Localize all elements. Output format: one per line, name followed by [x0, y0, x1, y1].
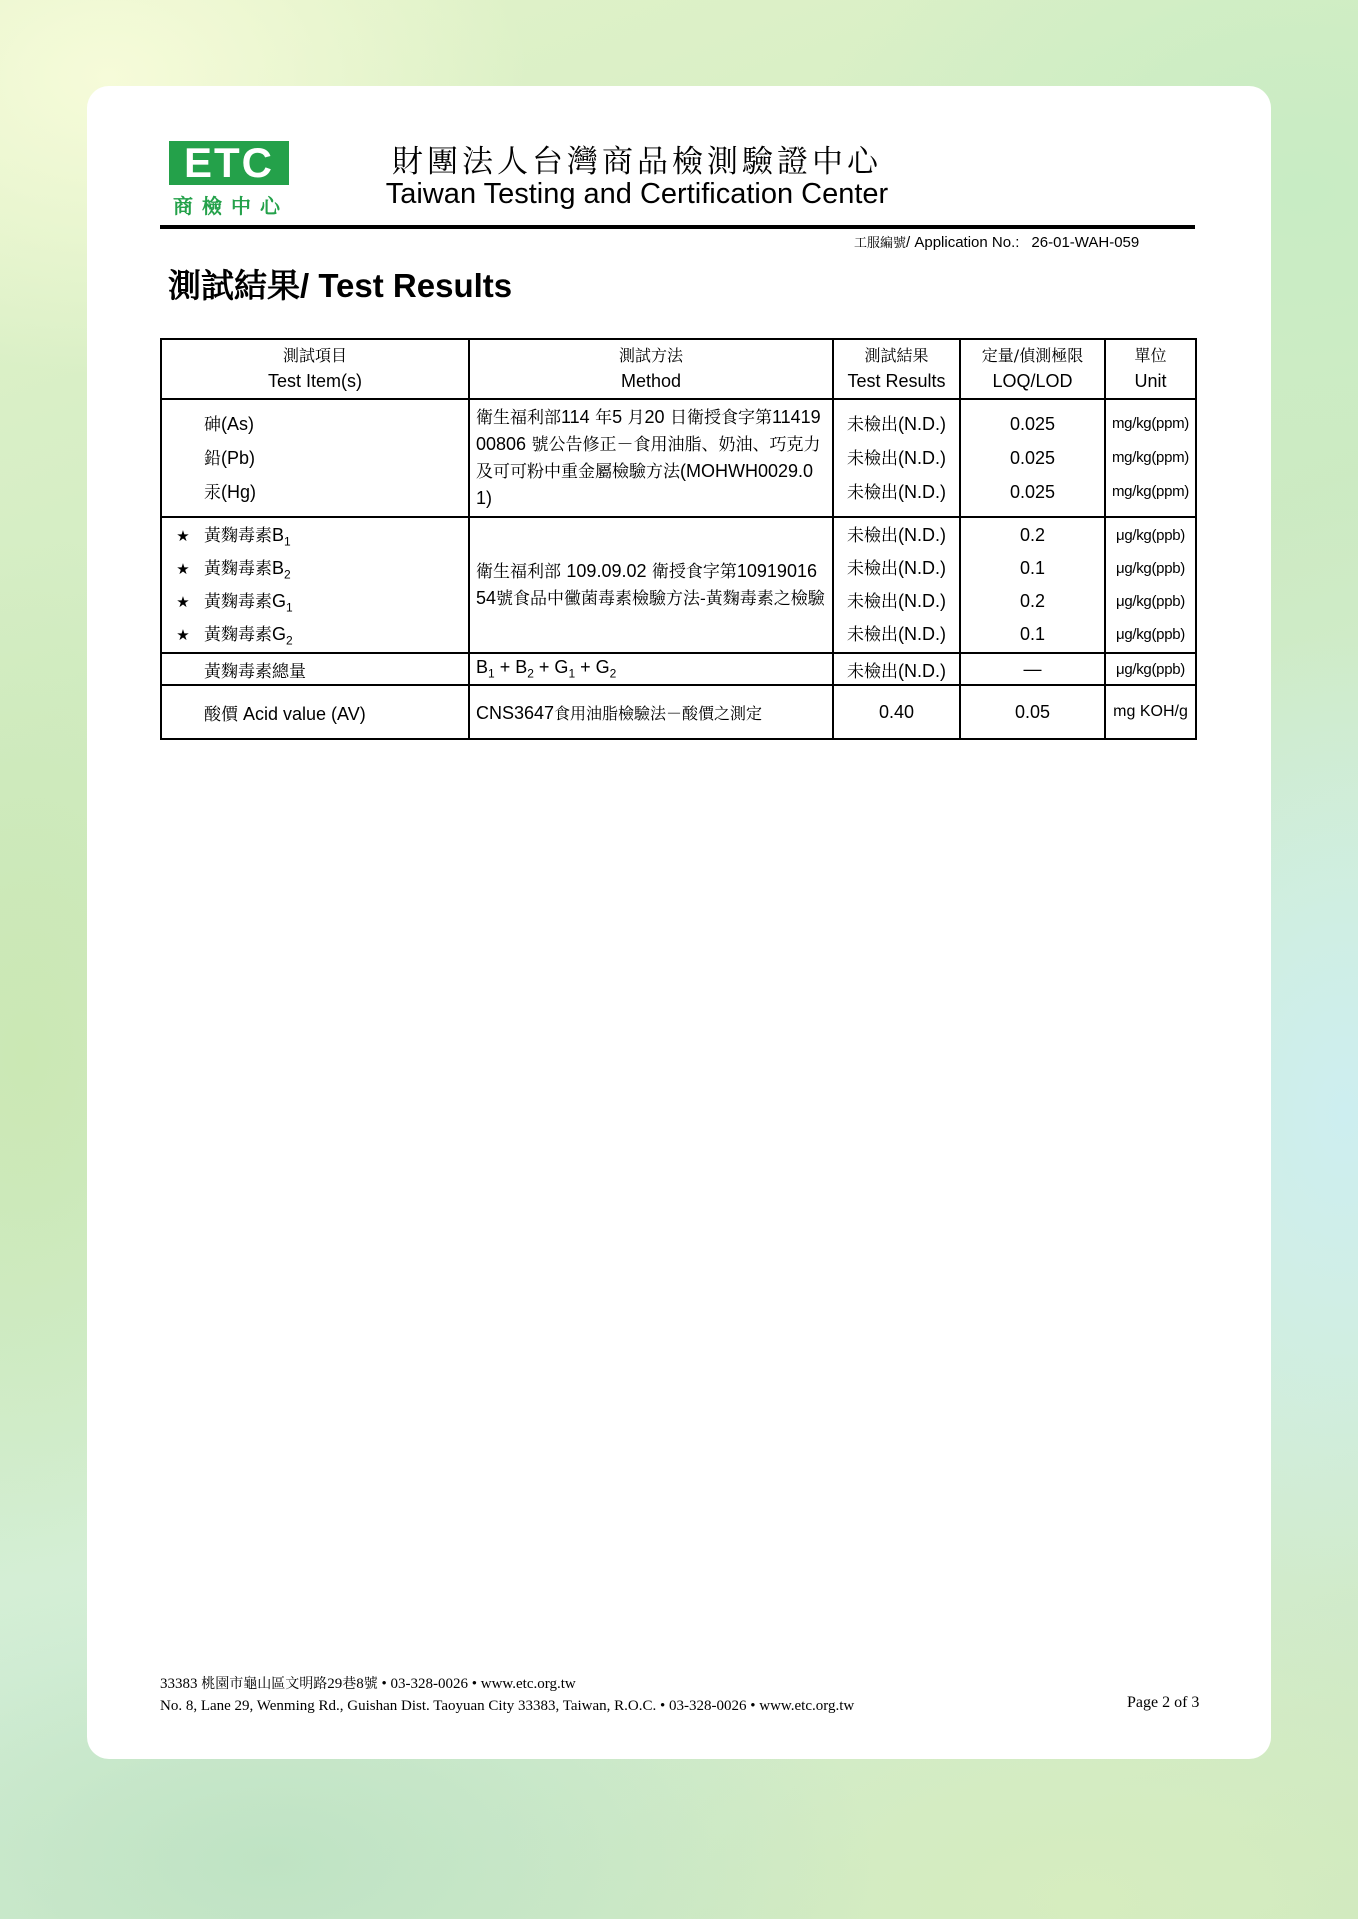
heavy-metal-units: [1105, 399, 1196, 517]
total-method: $B_1 + B_2 + G_1 + G_2$: [469, 653, 833, 685]
result-as: 未檢出(N.D.): [847, 414, 946, 435]
application-no-value: 26-01-WAH-059: [1031, 234, 1140, 251]
loq-b2: 0.1: [1019, 558, 1046, 578]
unit-pb: mg/kg(ppm): [1111, 449, 1190, 466]
results-table: [160, 338, 1197, 740]
result-hg: 未檢出(N.D.): [847, 482, 946, 503]
item-as: 砷(As): [204, 414, 254, 435]
heavy-metal-method: 衛生福利部114 年5 月20 日衛授食字第1141900806 號公告修正－食用油脂、奶油、巧克力及可可粉中重金屬檢驗方法(MOHWH0029.01): [469, 399, 833, 517]
header-item: 測試項目 Test Item(s): [161, 339, 469, 399]
result-b2: 未檢出(N.D.): [847, 558, 946, 579]
footer-line-cn: 33383 桃園市龜山區文明路29巷8號 • 03-328-0026 • www.etc.org.tw: [160, 1676, 576, 1692]
report-page: [87, 86, 1271, 1759]
item-aflatoxin-b1: ★ 黃麴毒素$B_1$: [176, 525, 291, 549]
unit-hg: mg/kg(ppm): [1111, 483, 1190, 500]
page-number: Page 2 of 3: [1127, 1694, 1200, 1711]
table-header-row: [161, 339, 1196, 399]
aflatoxin-items: [161, 517, 469, 653]
item-aflatoxin-g1: ★ 黃麴毒素$G_1$: [176, 591, 293, 615]
result-acid: 0.40: [833, 685, 960, 739]
loq-as: 0.025: [1009, 414, 1056, 434]
footer-line-en: No. 8, Lane 29, Wenming Rd., Guishan Dist. Taoyuan City 33383, Taiwan, R.O.C. • 03-328-0026 • www.etc.org.tw: [160, 1698, 855, 1714]
heavy-metal-items: [161, 399, 469, 517]
unit-acid: mg KOH/g: [1105, 685, 1196, 739]
logo-subtitle: 商檢中心: [173, 194, 289, 218]
result-g2: 未檢出(N.D.): [847, 624, 946, 645]
result-g1: 未檢出(N.D.): [847, 591, 946, 612]
aflatoxin-results: [833, 517, 960, 653]
unit-as: mg/kg(ppm): [1111, 415, 1190, 432]
item-acid-value: 酸價 Acid value (AV): [161, 685, 469, 739]
result-pb: 未檢出(N.D.): [847, 448, 946, 469]
unit-total: μg/kg(ppb): [1105, 653, 1196, 685]
logo-mark: ETC: [169, 141, 289, 185]
loq-b1: 0.2: [1019, 525, 1046, 545]
page-title: [168, 260, 512, 307]
unit-g2: μg/kg(ppb): [1115, 626, 1185, 643]
table-row-acid-value: [161, 685, 1196, 739]
org-name-en: Taiwan Testing and Certification Center: [385, 178, 889, 210]
loq-pb: 0.025: [1009, 448, 1056, 468]
unit-g1: μg/kg(ppb): [1115, 593, 1185, 610]
footer-address: [160, 1673, 854, 1717]
item-hg: 汞(Hg): [204, 482, 256, 503]
result-b1: 未檢出(N.D.): [847, 525, 946, 546]
loq-total: —: [960, 653, 1105, 685]
header-method: 測試方法 Method: [469, 339, 833, 399]
loq-g1: 0.2: [1019, 591, 1046, 611]
aflatoxin-units: [1105, 517, 1196, 653]
table-row-heavy-metals: [161, 399, 1196, 517]
header-result: 測試結果 Test Results: [833, 339, 960, 399]
unit-b2: μg/kg(ppb): [1115, 560, 1185, 577]
application-label-cn: 工服編號: [854, 236, 907, 251]
org-name-cn: 財團法人台灣商品檢測驗證中心: [392, 144, 882, 180]
application-label-en: / Application No.:: [906, 234, 1020, 251]
item-aflatoxin-g2: ★ 黃麴毒素$G_2$: [176, 624, 293, 648]
aflatoxin-method: 衛生福利部 109.09.02 衛授食字第1091901654號食品中黴菌毒素檢驗方法-黃麴毒素之檢驗: [469, 517, 833, 653]
title-en: / Test Results: [300, 267, 513, 304]
heavy-metal-loq: [960, 399, 1105, 517]
loq-hg: 0.025: [1009, 482, 1056, 502]
item-total-aflatoxin: 黃麴毒素總量: [161, 653, 469, 685]
acid-method: CNS3647食用油脂檢驗法－酸價之測定: [469, 685, 833, 739]
aflatoxin-loq: [960, 517, 1105, 653]
item-pb: 鉛(Pb): [204, 448, 256, 469]
result-total: 未檢出(N.D.): [833, 653, 960, 685]
item-aflatoxin-b2: ★ 黃麴毒素$B_2$: [176, 558, 291, 582]
header-rule: [160, 225, 1195, 229]
application-number: [854, 232, 1139, 251]
loq-acid: 0.05: [960, 685, 1105, 739]
table-row-aflatoxins: [161, 517, 1196, 653]
header-unit: 單位 Unit: [1105, 339, 1196, 399]
etc-logo: [169, 141, 291, 219]
header-loq: 定量/偵測極限 LOQ/LOD: [960, 339, 1105, 399]
unit-b1: μg/kg(ppb): [1115, 527, 1185, 544]
table-row-total-aflatoxin: [161, 653, 1196, 685]
title-cn: 測試結果: [168, 266, 300, 305]
heavy-metal-results: [833, 399, 960, 517]
loq-g2: 0.1: [1019, 624, 1046, 644]
